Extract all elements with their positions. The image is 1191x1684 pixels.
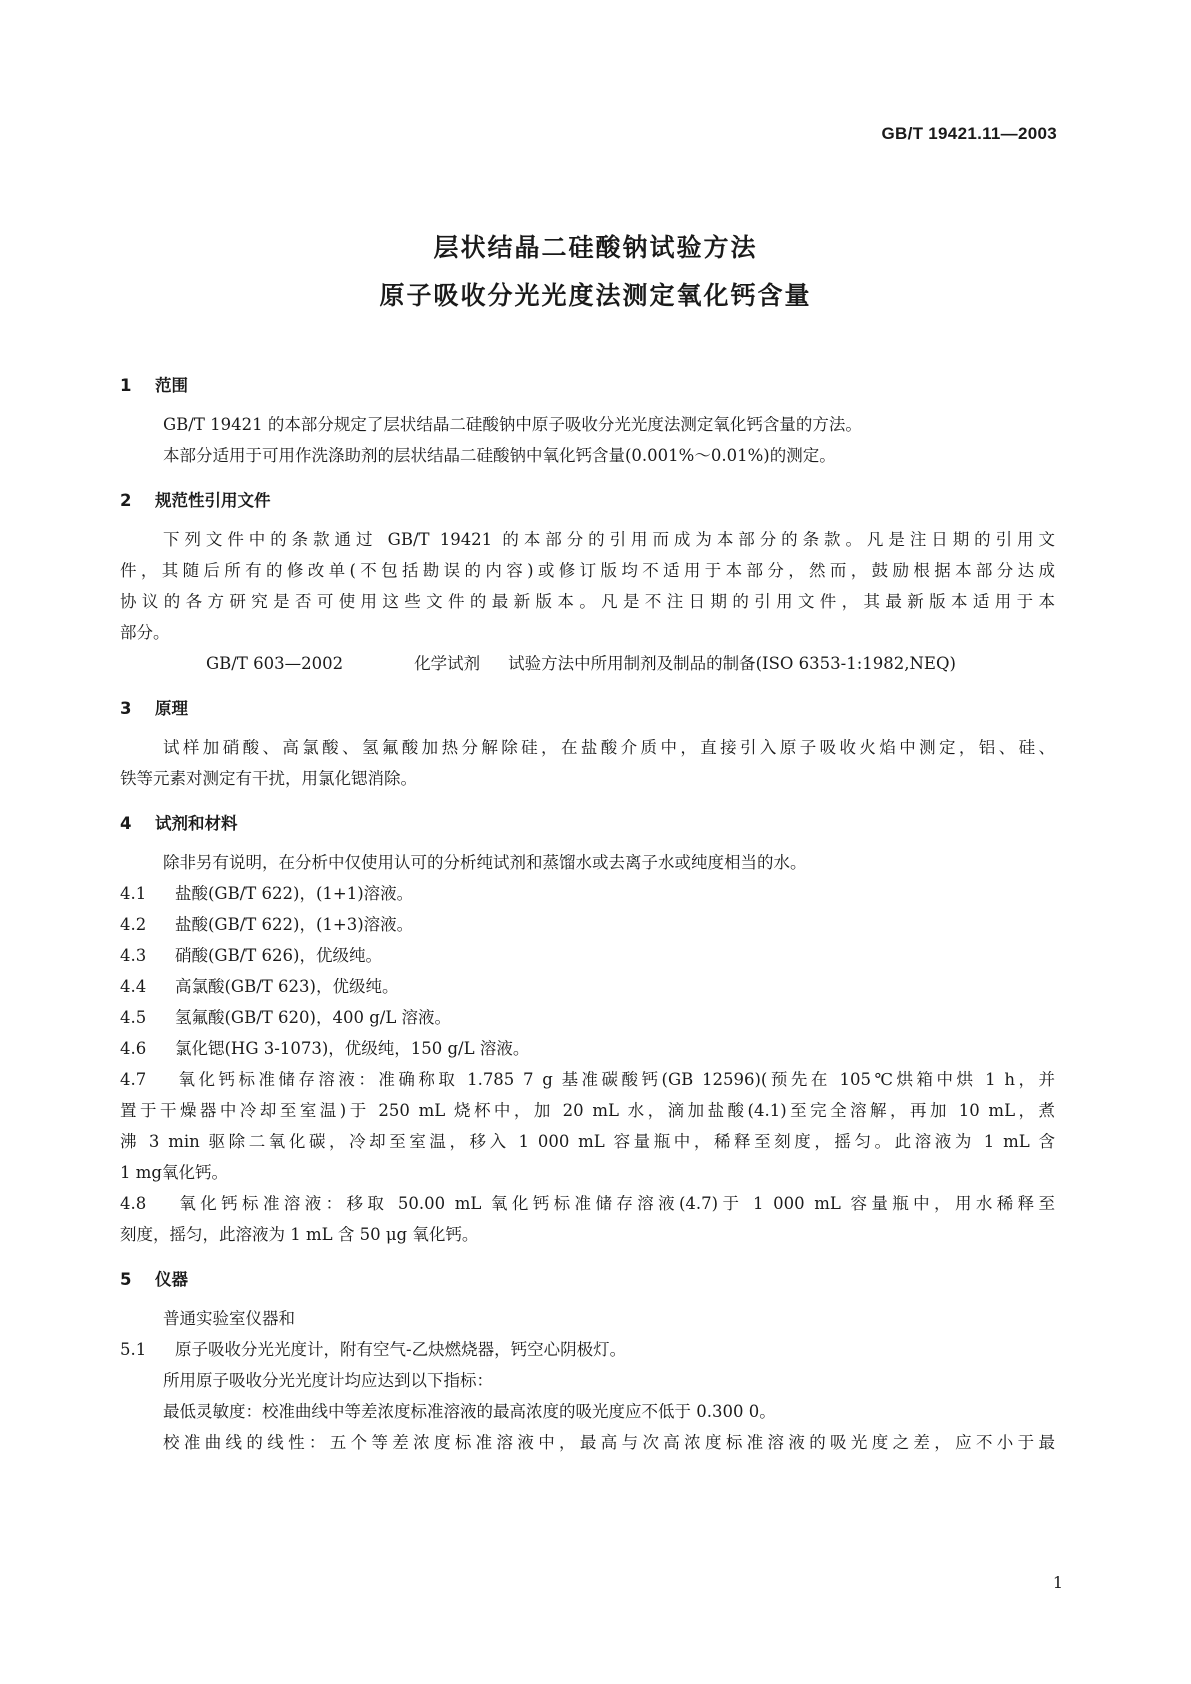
clause-text: 氢氟酸(GB/T 620)，400 g/L 溶液。 [175,1008,452,1027]
document-title-line1: 层状结晶二硅酸钠试验方法 [433,233,758,262]
clause-number: 5.1 [120,1340,147,1359]
section-number: 3 [120,699,132,718]
clause-4-7-line-1 [120,1064,1055,1095]
clause-text: 高氯酸(GB/T 623)，优级纯。 [175,977,399,996]
clause-number: 4.5 [120,1008,147,1027]
references-paragraph-line-2: 件，其随后所有的修改单(不包括勘误的内容)或修订版均不适用于本部分，然而，鼓励根据本部分达成 [120,561,1055,580]
section-title: 试剂和材料 [155,814,238,833]
apparatus-paragraph-3: 校准曲线的线性：五个等差浓度标准溶液中，最高与次高浓度标准溶液的吸光度之差，应不小于最 [163,1433,1055,1452]
principle-paragraph-line-1: 试样加硝酸、高氯酸、氢氟酸加热分解除硅，在盐酸介质中，直接引入原子吸收火焰中测定，铝、硅、 [163,738,1055,757]
clause-4-2 [120,909,1055,940]
section-number: 1 [120,376,132,395]
section-title: 仪器 [155,1270,188,1289]
references-paragraph-line-1: 下列文件中的条款通过 GB/T 19421 的本部分的引用而成为本部分的条款。凡是注日期的引用文 [163,530,1055,549]
clause-4-1 [120,878,1055,909]
clause-number: 4.8 [120,1194,147,1213]
section-heading-scope [120,370,1055,401]
apparatus-paragraph-1: 所用原子吸收分光光度计均应达到以下指标： [163,1371,493,1390]
references-paragraph-line-4: 部分。 [120,623,170,642]
document-title-line2: 原子吸收分光光度法测定氧化钙含量 [379,281,812,310]
section-heading-reagents [120,808,1055,839]
section-heading-apparatus [120,1264,1055,1295]
clause-number: 4.1 [120,884,147,903]
section-number: 5 [120,1270,132,1289]
standard-code: GB/T 19421.11—2003 [881,124,1057,143]
clause-5-1 [120,1334,1055,1365]
section-title: 范围 [155,376,188,395]
reference-entry [120,648,1055,679]
section-number: 2 [120,491,132,510]
section-heading-principle [120,693,1055,724]
apparatus-intro: 普通实验室仪器和 [163,1309,295,1328]
reference-category: 化学试剂 [414,654,481,673]
clause-text: 硝酸(GB/T 626)，优级纯。 [175,946,382,965]
clause-4-7-line-3: 沸 3 min 驱除二氧化碳，冷却至室温，移入 1 000 mL 容量瓶中，稀释至刻度，摇匀。此溶液为 1 mL 含 [120,1132,1055,1151]
section-heading-normative-references [120,485,1055,516]
clause-number: 4.2 [120,915,147,934]
clause-text: 原子吸收分光光度计，附有空气-乙炔燃烧器，钙空心阴极灯。 [175,1340,627,1359]
reagents-intro: 除非另有说明，在分析中仅使用认可的分析纯试剂和蒸馏水或去离子水或纯度相当的水。 [163,853,807,872]
apparatus-paragraph-2: 最低灵敏度：校准曲线中等差浓度标准溶液的最高浓度的吸光度应不低于 0.300 0。 [163,1402,776,1421]
clause-4-8-line-2: 刻度，摇匀，此溶液为 1 mL 含 50 μg 氧化钙。 [120,1225,479,1244]
page-number: 1 [1052,1573,1063,1592]
clause-4-3 [120,940,1055,971]
document-body [120,370,1055,1458]
clause-4-7-line-4: 1 mg氧化钙。 [120,1163,228,1182]
clause-text: 氯化锶(HG 3-1073)，优级纯，150 g/L 溶液。 [175,1039,530,1058]
clause-number: 4.3 [120,946,147,965]
scope-paragraph-2: 本部分适用于可用作洗涤助剂的层状结晶二硅酸钠中氧化钙含量(0.001%～0.01%)的测定。 [163,446,836,465]
clause-number: 4.4 [120,977,147,996]
clause-text: 盐酸(GB/T 622)，(1+1)溶液。 [175,884,414,903]
principle-paragraph-line-2: 铁等元素对测定有干扰，用氯化锶消除。 [120,769,417,788]
clause-text: 氧化钙标准储存溶液：准确称取 1.785 7 g 基准碳酸钙(GB 12596)(预先在 105℃烘箱中烘 1 h，并 [175,1070,1055,1089]
reference-title: 试验方法中所用制剂及制品的制备(ISO 6353-1:1982,NEQ) [508,654,956,673]
clause-4-6 [120,1033,1055,1064]
references-paragraph-line-3: 协议的各方研究是否可使用这些文件的最新版本。凡是不注日期的引用文件，其最新版本适用于本 [120,592,1055,611]
clause-4-7-line-2: 置于干燥器中冷却至室温)于 250 mL 烧杯中，加 20 mL 水，滴加盐酸(4.1)至完全溶解，再加 10 mL，煮 [120,1101,1055,1120]
clause-number: 4.6 [120,1039,147,1058]
clause-4-5 [120,1002,1055,1033]
clause-number: 4.7 [120,1070,147,1089]
clause-text: 氧化钙标准溶液：移取 50.00 mL 氧化钙标准储存溶液(4.7)于 1 000 mL 容量瓶中，用水稀释至 [175,1194,1055,1213]
section-title: 规范性引用文件 [155,491,271,510]
scope-paragraph-1: GB/T 19421 的本部分规定了层状结晶二硅酸钠中原子吸收分光光度法测定氧化钙含量的方法。 [163,415,862,434]
section-title: 原理 [155,699,188,718]
clause-4-8-line-1 [120,1188,1055,1219]
reference-standard-number: GB/T 603—2002 [206,654,344,673]
clause-4-4 [120,971,1055,1002]
section-number: 4 [120,814,132,833]
clause-text: 盐酸(GB/T 622)，(1+3)溶液。 [175,915,414,934]
